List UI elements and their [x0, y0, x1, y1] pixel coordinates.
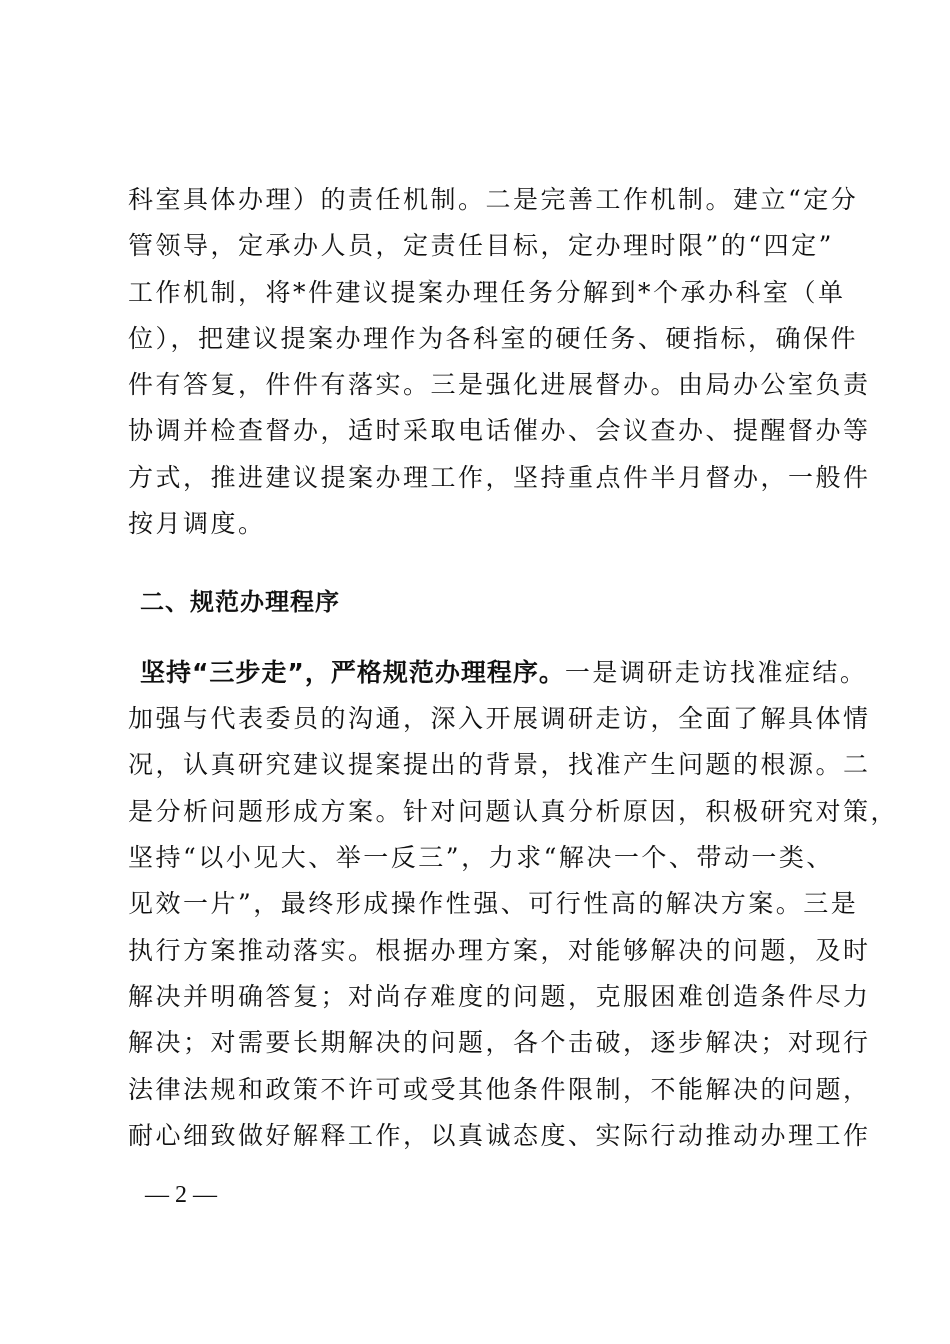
paragraph-2-lead-bold: 坚持“三步走”，严格规范办理程序。 [140, 658, 565, 687]
paragraph-2-first-line [140, 658, 868, 688]
paragraph-2-line: 见效一片”，最终形成操作性强、可行性高的解决方案。三是 [128, 889, 859, 918]
paragraph-2-line: 解决并明确答复；对尚存难度的问题，克服困难创造条件尽力 [128, 982, 871, 1011]
paragraph-2-line: 耐心细致做好解释工作，以真诚态度、实际行动推动办理工作 [128, 1121, 871, 1150]
paragraph-1-line: 按月调度。 [128, 509, 266, 538]
paragraph-2-line: 是分析问题形成方案。针对问题认真分析原因，积极研究对策， [128, 797, 899, 826]
paragraph-2-line: 法律法规和政策不许可或受其他条件限制，不能解决的问题， [128, 1075, 871, 1104]
paragraph-1-line: 位），把建议提案办理作为各科室的硬任务、硬指标，确保件 [128, 324, 859, 353]
paragraph-1-line: 协调并检查督办，适时采取电话催办、会议查办、提醒督办等 [128, 416, 871, 445]
paragraph-1-line: 件有答复，件件有落实。三是强化进展督办。由局办公室负责 [128, 370, 871, 399]
paragraph-1-line: 工作机制，将*件建议提案办理任务分解到*个承办科室（单 [128, 278, 846, 307]
paragraph-1-line: 科室具体办理）的责任机制。二是完善工作机制。建立“定分 [128, 185, 859, 214]
paragraph-1-line: 管领导，定承办人员，定责任目标，定办理时限”的“四定” [128, 231, 834, 260]
paragraph-2-line: 坚持“以小见大、举一反三”，力求“解决一个、带动一类、 [128, 843, 834, 872]
paragraph-2-line: 解决；对需要长期解决的问题，各个击破，逐步解决；对现行 [128, 1028, 871, 1057]
paragraph-1-line: 方式，推进建议提案办理工作，坚持重点件半月督办，一般件 [128, 463, 871, 492]
paragraph-2-lead-rest: 一是调研走访找准症结。 [564, 658, 868, 687]
paragraph-2-line: 况，认真研究建议提案提出的背景，找准产生问题的根源。二 [128, 750, 871, 779]
paragraph-2-line: 执行方案推动落实。根据办理方案，对能够解决的问题，及时 [128, 936, 871, 965]
section-heading: 二、规范办理程序 [140, 588, 340, 616]
page-number: — 2 — [145, 1182, 217, 1208]
paragraph-2-line: 加强与代表委员的沟通，深入开展调研走访，全面了解具体情 [128, 704, 871, 733]
